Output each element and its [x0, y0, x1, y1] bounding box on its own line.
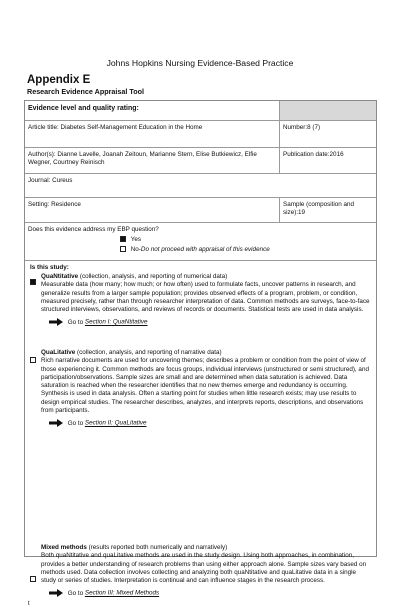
no-label: No-	[130, 246, 141, 253]
article-title-field: Article title: Diabetes Self-Management Education in the Home	[28, 124, 203, 131]
mixed-methods-checkbox[interactable]	[30, 576, 36, 582]
quantitative-body: Measurable data (how many; how much; or how often) used to formulate facts, uncover patterns in research, and generalize results from a larger sample population; provides observed effects of a program, problem, or condition, measured precisely, rather than through researcher interpretation of data. Common methods are surveys, face-to-face structured interviews, observations, and reviews of records or documents. Statistical tests are used in data analysis.	[41, 281, 370, 314]
appraisal-table	[24, 100, 377, 607]
mixed-methods-body: Both quaNtitative and quaLitative methods are used in the study design. Using both approaches, in combination, provides a better understanding of research problems than using either approach alone. Sample sizes vary based on methods used. Data collection involves collecting and analyzing both quaNtitative and quaLitative data in a single study or series of studies. Interpretation is continual and can influence stages in the research process.	[41, 552, 367, 585]
article-row	[25, 121, 376, 148]
qualitative-checkbox[interactable]	[30, 357, 36, 363]
journal-field: Journal: Cureus	[28, 177, 73, 184]
qualitative-block	[41, 349, 371, 428]
goto-label: Go to	[67, 420, 85, 428]
setting-row	[25, 198, 376, 223]
evidence-level-label: Evidence level and quality rating:	[28, 105, 139, 112]
setting-field: Setting: Residence	[28, 201, 81, 208]
ebp-question-row	[25, 223, 376, 261]
quantitative-checkbox[interactable]	[30, 279, 36, 285]
quantitative-block	[41, 273, 371, 327]
no-option[interactable]	[120, 246, 270, 254]
goto-label: Go to	[67, 590, 85, 598]
authors-field: Author(s): Dianne Lavelle, Joanah Zeitoun, Marianne Stern, Elise Butkiewicz, Elfie Wegner, Courtney Reinisch	[28, 151, 257, 167]
publication-date-field: Publication date:2016	[279, 148, 376, 173]
section-qualitative-link[interactable]: Section II: QuaLitative	[84, 420, 147, 428]
quantitative-desc: (collection, analysis, and reporting of numerical data)	[78, 273, 228, 280]
section-quantitative-link[interactable]: Section I: QuaNtitative	[84, 319, 148, 327]
mixed-methods-desc: (results reported both numerically and narratively)	[86, 544, 228, 551]
sample-field: Sample (composition and size):19	[279, 198, 376, 222]
right-arrow-icon	[49, 318, 63, 326]
qualitative-title: QuaLitative	[41, 349, 76, 356]
quantitative-title: QuaNtitative	[41, 273, 79, 280]
section-mixed-methods-link[interactable]: Section III: Mixed Methods	[84, 590, 160, 598]
mixed-methods-goto	[41, 589, 371, 598]
ebp-question-text: Does this evidence address my EBP question?	[28, 226, 159, 233]
yes-checkbox[interactable]	[120, 236, 126, 242]
appraisal-tool-subtitle: Research Evidence Appraisal Tool	[27, 87, 145, 96]
margin-mark: t	[28, 601, 30, 607]
number-field: Number:8 (7)	[279, 121, 376, 147]
mixed-methods-block	[41, 544, 371, 598]
authors-row	[25, 148, 376, 174]
qualitative-goto	[41, 419, 371, 428]
appendix-title: Appendix E	[27, 74, 91, 86]
right-arrow-icon	[49, 419, 63, 427]
no-checkbox[interactable]	[120, 246, 126, 252]
evidence-rating-field[interactable]	[279, 101, 376, 120]
goto-label: Go to	[67, 319, 85, 327]
study-type-heading: Is this study:	[30, 264, 69, 271]
mixed-methods-title: Mixed methods	[41, 544, 87, 551]
evidence-row	[25, 101, 376, 121]
no-instruction: Do not proceed with appraisal of this evidence	[140, 246, 270, 253]
journal-row	[25, 174, 376, 198]
document-header: Johns Hopkins Nursing Evidence-Based Practice	[106, 58, 294, 68]
quantitative-goto	[41, 318, 371, 327]
study-type-section	[25, 261, 376, 607]
qualitative-desc: (collection, analysis, and reporting of narrative data)	[75, 349, 222, 356]
qualitative-body: Rich narrative documents are used for uncovering themes; describes a problem or condition from the point of view of those experiencing it. Common methods are focus groups, individual interviews (unstructured or semi structured), and participation/observations. Sample sizes are small and are determined when data saturation is achieved. Data saturation is reached when the researcher identifies that no new themes emerge and redundancy is occurring. Synthesis is used in data analysis. Often a starting point for studies when little research exists; may use results to design empirical studies. The researcher describes, analyzes, and interprets reports, descriptions, and observations from participants.	[41, 357, 369, 415]
yes-option[interactable]	[120, 236, 141, 244]
right-arrow-icon	[49, 589, 63, 597]
yes-label: Yes	[130, 236, 142, 243]
